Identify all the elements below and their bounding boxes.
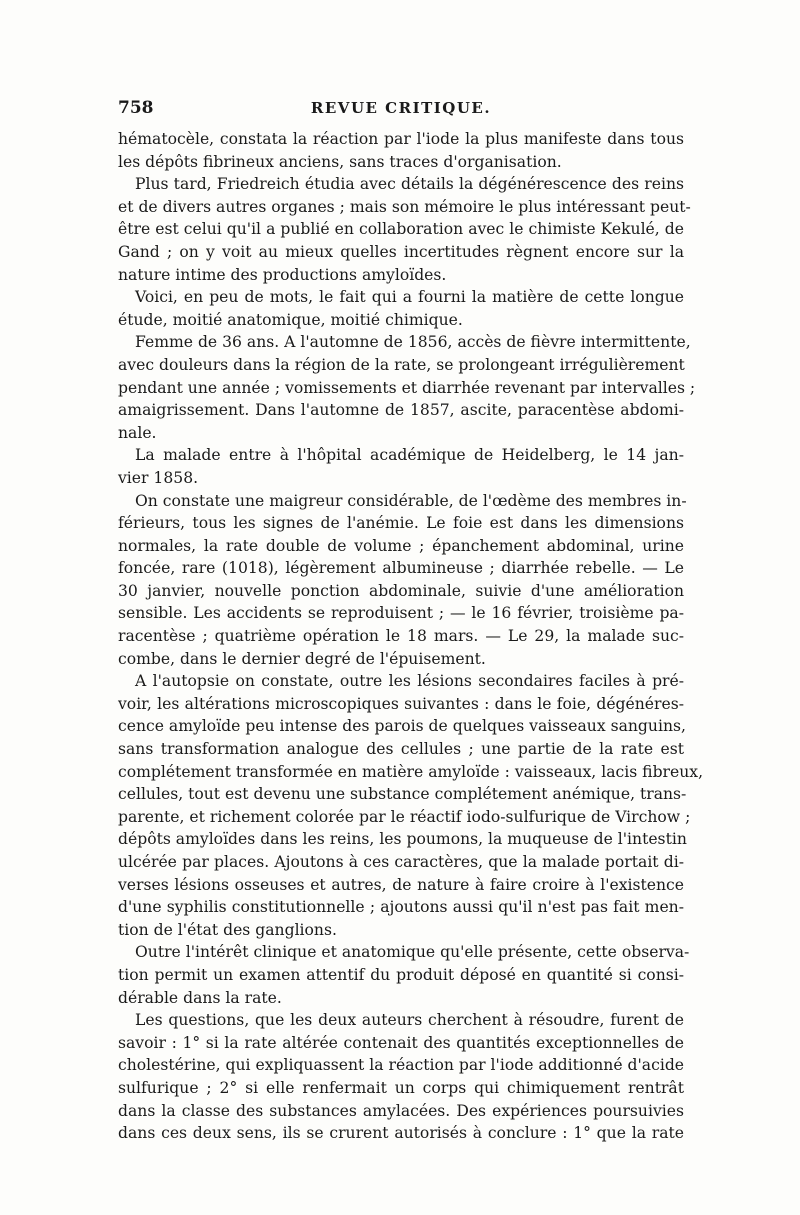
text-line: être est celui qu'il a publié en collaboration avec le chimiste Kekulé, de bbox=[118, 220, 684, 239]
text-line: 30 janvier, nouvelle ponction abdominale, suivie d'une amélioration bbox=[118, 581, 684, 600]
text-line: cence amyloïde peu intense des parois de quelques vaisseaux sanguins, bbox=[118, 717, 686, 736]
text-line: pendant une année ; vomissements et diarrhée revenant par intervalles ; bbox=[118, 378, 696, 397]
running-header bbox=[118, 98, 684, 124]
text-line: complétement transformée en matière amyloïde : vaisseaux, lacis fibreux, bbox=[118, 762, 704, 781]
text-line: racentèse ; quatrième opération le 18 mars. — Le 29, la malade suc- bbox=[118, 627, 684, 646]
text-line: hématocèle, constata la réaction par l'iode la plus manifeste dans tous bbox=[118, 130, 684, 148]
text-line: avec douleurs dans la région de la rate, se prolongeant irrégulièrement bbox=[118, 355, 685, 374]
text-line: Outre l'intérêt clinique et anatomique qu'elle présente, cette observa- bbox=[135, 943, 690, 962]
text-line: Les questions, que les deux auteurs cherchent à résoudre, furent de bbox=[135, 1011, 684, 1030]
text-line: Plus tard, Friedreich étudia avec détails la dégénérescence des reins bbox=[135, 175, 684, 194]
text-line: tion permit un examen attentif du produit déposé en quantité si consi- bbox=[118, 965, 684, 984]
text-line: étude, moitié anatomique, moitié chimique. bbox=[118, 310, 463, 329]
text-line: Femme de 36 ans. A l'automne de 1856, accès de fièvre intermittente, bbox=[135, 333, 691, 352]
text-line: nature intime des productions amyloïdes. bbox=[118, 265, 447, 284]
text-line: combe, dans le dernier degré de l'épuisement. bbox=[118, 649, 486, 668]
text-line: dérable dans la rate. bbox=[118, 988, 282, 1007]
text-line: nale. bbox=[118, 423, 157, 442]
page-number: 758 bbox=[118, 98, 154, 118]
text-line: dans la classe des substances amylacées. Des expériences poursuivies bbox=[118, 1101, 684, 1120]
text-line: vier 1858. bbox=[118, 468, 199, 487]
text-line: voir, les altérations microscopiques suivantes : dans le foie, dégénéres- bbox=[118, 694, 684, 713]
text-line: sulfurique ; 2° si elle renfermait un corps qui chimiquement rentrât bbox=[118, 1078, 684, 1097]
text-line: férieurs, tous les signes de l'anémie. Le foie est dans les dimensions bbox=[118, 514, 684, 533]
text-line: savoir : 1° si la rate altérée contenait des quantités exceptionnelles de bbox=[118, 1033, 684, 1052]
text-line: A l'autopsie on constate, outre les lésions secondaires faciles à pré- bbox=[135, 672, 684, 691]
text-line: La malade entre à l'hôpital académique de Heidelberg, le 14 jan- bbox=[135, 446, 684, 465]
text-line: cholestérine, qui expliquassent la réaction par l'iode additionné d'acide bbox=[118, 1056, 685, 1075]
text-line: tion de l'état des ganglions. bbox=[118, 920, 337, 939]
text-line: sensible. Les accidents se reproduisent ; — le 16 février, troisième pa- bbox=[118, 604, 684, 623]
text-line: Gand ; on y voit au mieux quelles incertitudes règnent encore sur la bbox=[118, 242, 684, 261]
text-line: et de divers autres organes ; mais son mémoire le plus intéressant peut- bbox=[118, 197, 691, 216]
text-line: parente, et richement colorée par le réactif iodo-sulfurique de Virchow ; bbox=[118, 807, 691, 826]
text-line: On constate une maigreur considérable, de l'œdème des membres in- bbox=[135, 491, 687, 510]
text-line: amaigrissement. Dans l'automne de 1857, ascite, paracentèse abdomi- bbox=[118, 401, 684, 420]
text-line: cellules, tout est devenu une substance complétement anémique, trans- bbox=[118, 785, 687, 804]
text-line: foncée, rare (1018), légèrement albumineuse ; diarrhée rebelle. — Le bbox=[118, 559, 684, 578]
running-title: REVUE CRITIQUE. bbox=[310, 99, 492, 117]
text-line: les dépôts fibrineux anciens, sans traces d'organisation. bbox=[118, 152, 562, 171]
text-line: dans ces deux sens, ils se crurent autorisés à conclure : 1° que la rate bbox=[118, 1124, 684, 1143]
text-line: ulcérée par places. Ajoutons à ces caractères, que la malade portait di- bbox=[118, 853, 684, 871]
text-line: verses lésions osseuses et autres, de nature à faire croire à l'existence bbox=[118, 875, 684, 894]
text-line: d'une syphilis constitutionnelle ; ajoutons aussi qu'il n'est pas fait men- bbox=[118, 898, 684, 917]
text-line: sans transformation analogue des cellules ; une partie de la rate est bbox=[118, 740, 684, 759]
text-line: normales, la rate double de volume ; épanchement abdominal, urine bbox=[118, 536, 684, 555]
text-line: dépôts amyloïdes dans les reins, les poumons, la muqueuse de l'intestin bbox=[118, 830, 687, 849]
body-text bbox=[118, 128, 704, 1145]
text-line: Voici, en peu de mots, le fait qui a fourni la matière de cette longue bbox=[135, 288, 684, 307]
